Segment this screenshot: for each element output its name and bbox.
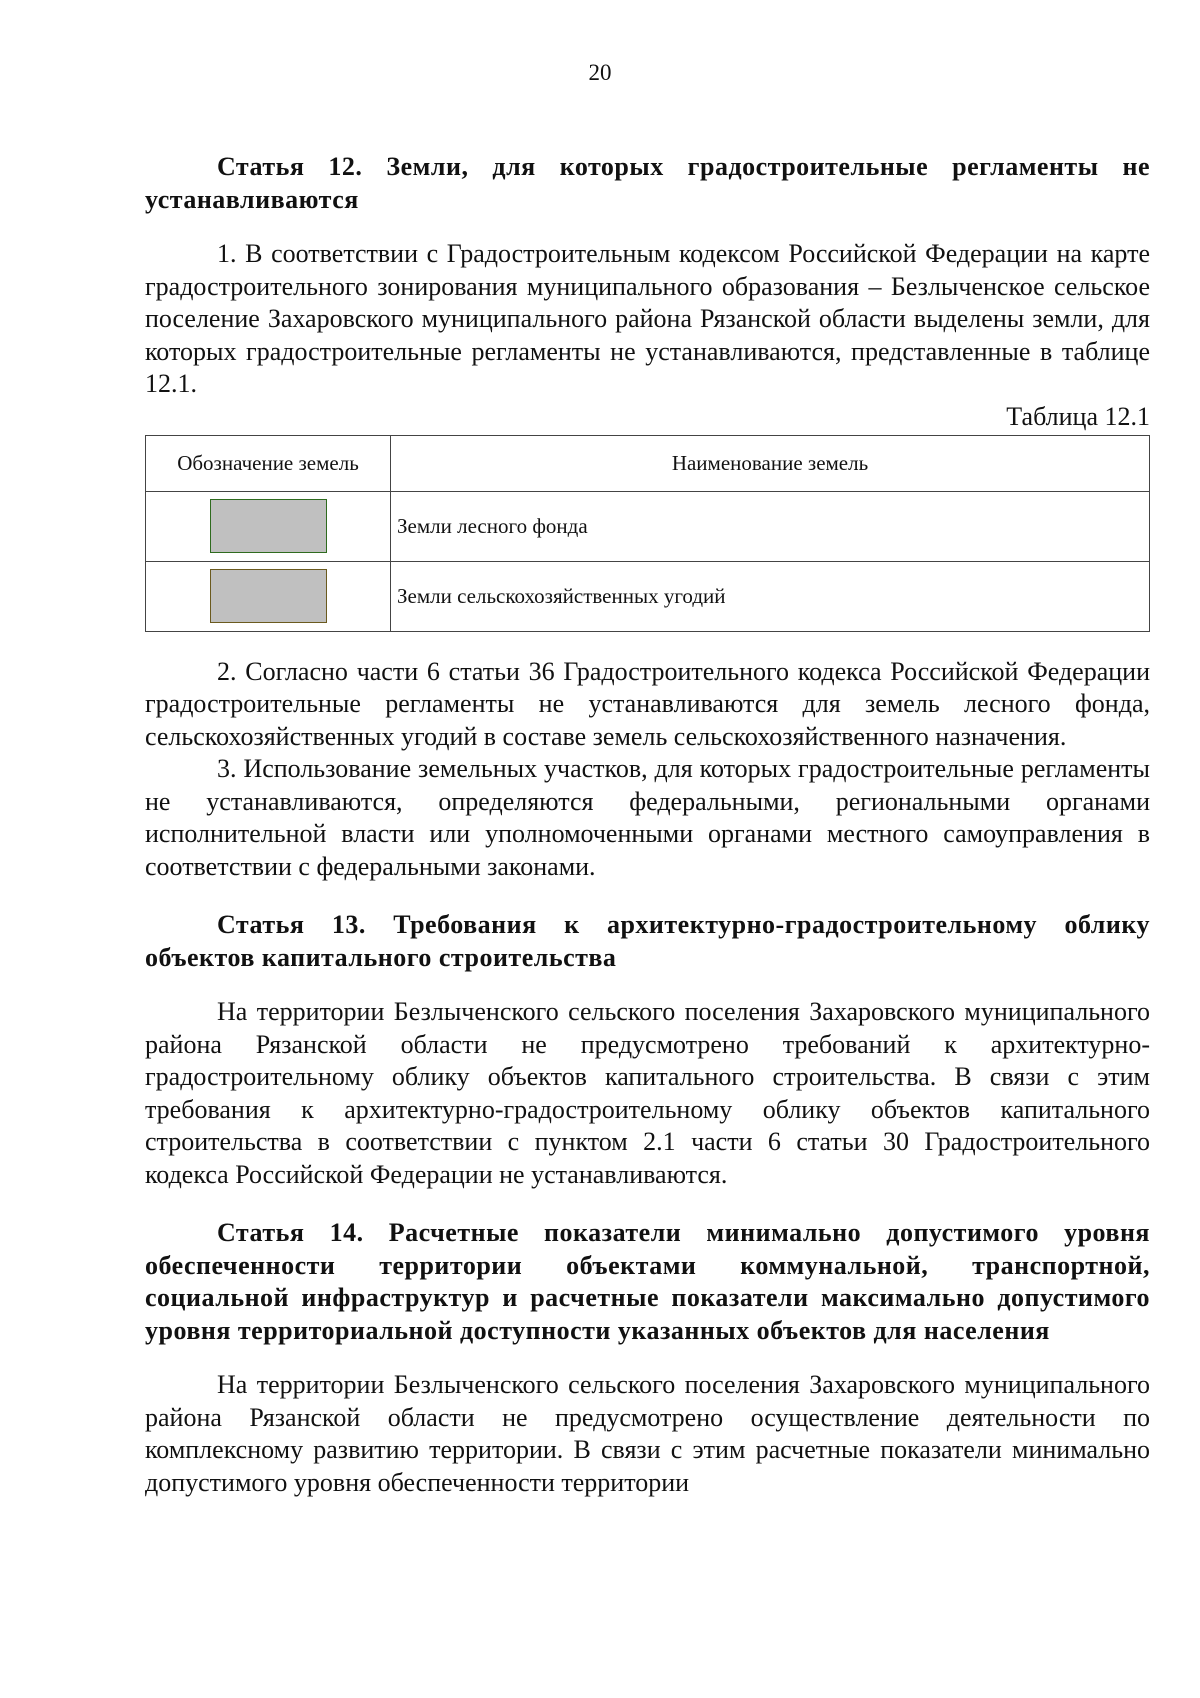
table-row: [146, 561, 1150, 631]
document-body: [145, 151, 1150, 1499]
article-14: [145, 1217, 1150, 1499]
article-14-paragraph-1: На территории Безлыченского сельского поселения Захаровского муниципального района Рязанской области не предусмотрено осуществление деятельности по комплексному развитию территории. В связи с этим расчетные показатели минимально допустимого уровня обеспеченности территории: [145, 1370, 1150, 1497]
header-land-code: Обозначение земель: [146, 435, 391, 491]
forest-land-swatch: [210, 499, 327, 553]
table-caption: Таблица 12.1: [1006, 401, 1150, 431]
article-14-heading: Статья 14. Расчетные показатели минимально допустимого уровня обеспеченности территории объектами коммунальной, транспортной, социальной инфраструктур и расчетные показатели максимально допустимого уровня территориальной доступности указанных объектов для населения: [145, 1218, 1150, 1345]
land-name-cell: Земли лесного фонда: [391, 491, 1150, 561]
lands-table: [145, 435, 1150, 632]
table-header-row: [146, 435, 1150, 491]
page-number: 20: [588, 60, 612, 85]
table-row: [146, 491, 1150, 561]
article-12: [145, 151, 1150, 883]
header-land-name: Наименование земель: [391, 435, 1150, 491]
agricultural-land-swatch: [210, 569, 327, 623]
land-name-cell: Земли сельскохозяйственных угодий: [391, 561, 1150, 631]
article-12-paragraph-2: 2. Согласно части 6 статьи 36 Градостроительного кодекса Российской Федерации градостроительные регламенты не устанавливаются для земель лесного фонда, сельскохозяйственных угодий в составе земель сельскохозяйственного назначения.: [145, 656, 1150, 751]
article-12-heading: Статья 12. Земли, для которых градостроительные регламенты не устанавливаются: [145, 152, 1150, 214]
article-12-paragraph-3: 3. Использование земельных участков, для которых градостроительные регламенты не устанавливаются, определяются федеральными, региональными органами исполнительной власти или уполномоченными органами местного самоуправления в соответствии с федеральными законами.: [145, 754, 1150, 881]
article-13: [145, 909, 1150, 1191]
article-13-paragraph-1: На территории Безлыченского сельского поселения Захаровского муниципального района Рязанской области не предусмотрено требований к архитектурно-градостроительному облику объектов капитального строительства. В связи с этим требования к архитектурно-градостроительному облику объектов капитального строительства в соответствии с пунктом 2.1 части 6 статьи 30 Градостроительного кодекса Российской Федерации не устанавливаются.: [145, 997, 1150, 1189]
land-code-cell: [146, 491, 391, 561]
land-code-cell: [146, 561, 391, 631]
article-12-paragraph-1: 1. В соответствии с Градостроительным кодексом Российской Федерации на карте градостроительного зонирования муниципального образования – Безлыченское сельское поселение Захаровского муниципального района Рязанской области выделены земли, для которых градостроительные регламенты не устанавливаются, представленные в таблице 12.1.: [145, 239, 1150, 398]
article-13-heading: Статья 13. Требования к архитектурно-градостроительному облику объектов капитального строительства: [145, 910, 1150, 972]
